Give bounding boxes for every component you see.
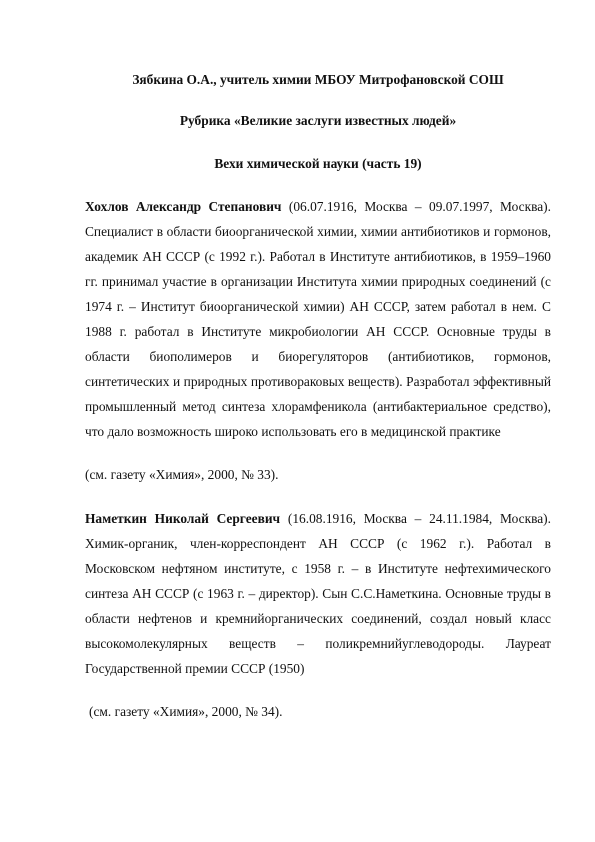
document-page <box>85 64 551 724</box>
entry-text: (16.08.1916, Москва – 24.11.1984, Москва). Химик-органик, член-корреспондент АН СССР (с 1962 г.). Работал в Московском нефтяном институте, с 1958 г. – в Институте нефтехимического синтеза АН СССР (с 1963 г. – директор). Сын С.С.Наметкина. Основные труды в области нефтенов и кремнийорганических соединений, создал новый класс высокомолекулярных веществ – поликремнийуглеводороды. Лауреат Государственной премии СССР (1950) <box>85 511 551 676</box>
entry-khokhlov <box>85 194 551 444</box>
entry-name: Хохлов Александр Степанович <box>85 199 282 214</box>
entry-nametkin <box>85 506 551 681</box>
entry-text: (06.07.1916, Москва – 09.07.1997, Москва). Специалист в области биоорганической химии, химии антибиотиков и гормонов, академик АН СССР (с 1992 г.). Работал в Институте антибиотиков, в 1959–1960 гг. принимал участие в организации Института химии природных соединений (с 1974 г. – Институт биоорганической химии) АН СССР, затем работал в нем. С 1988 г. работал в Институте микробиологии АН СССР. Основные труды в области биополимеров и биорегуляторов (антибиотиков, гормонов, синтетических и природных противораковых веществ). Разработал эффективный промышленный метод синтеза хлорамфеникола (антибактериальное средство), что дало возможность широко использовать его в медицинской практике <box>85 199 551 439</box>
entry-source-text: (см. газету «Химия», 2000, № 34). <box>89 704 283 719</box>
document-title: Вехи химической науки (часть 19) <box>214 156 422 171</box>
entry-name: Наметкин Николай Сергеевич <box>85 511 281 526</box>
entry-source <box>85 699 551 724</box>
author-line: Зябкина О.А., учитель химии МБОУ Митрофановской СОШ <box>132 72 504 87</box>
entry-source: (см. газету «Химия», 2000, № 33). <box>85 467 279 482</box>
rubric-line: Рубрика «Великие заслуги известных людей» <box>179 113 457 128</box>
